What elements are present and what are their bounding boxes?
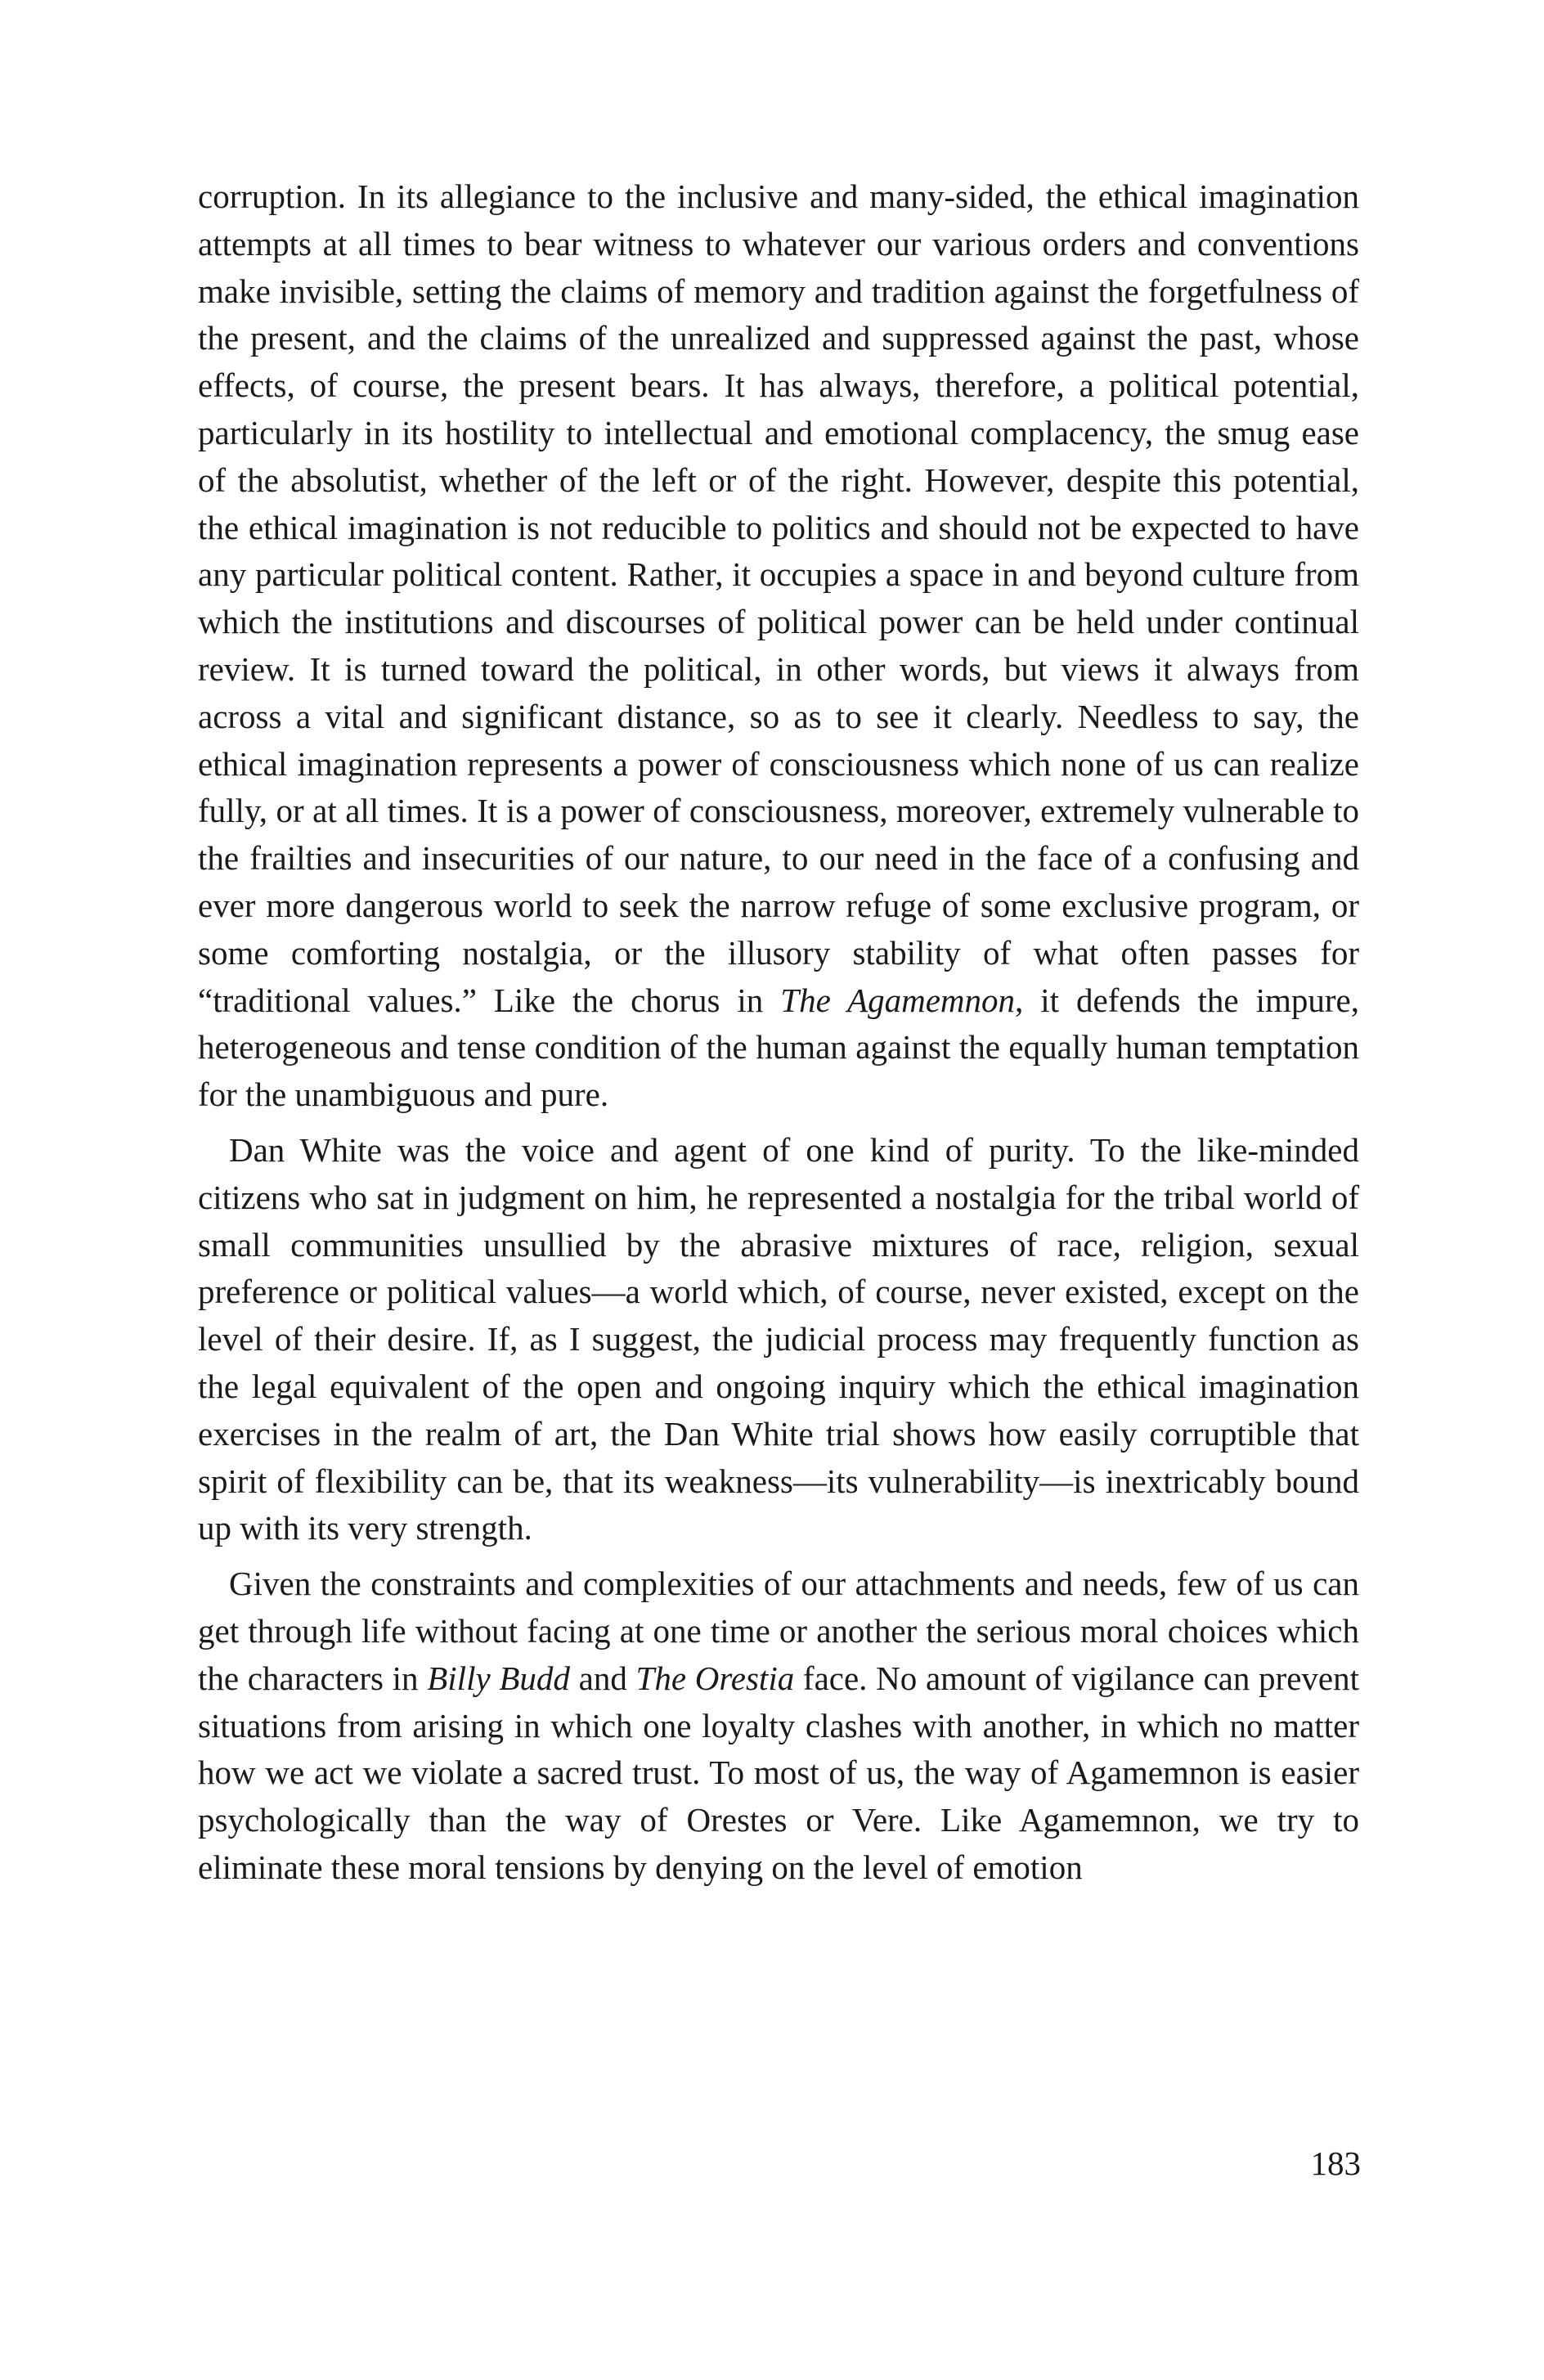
p3-text-1: Given the constraints and complexities of our attachments and needs, few of us can get through life without facing at one time or another the serious moral choices which the characters in (198, 1565, 1359, 1697)
paragraph-3 (198, 1560, 1359, 1892)
p2-text-1: Dan White was the voice and agent of one kind of purity. To the like-minded citizens who sat in judgment on him, he represented a nostalgia for the tribal world of small communities unsullied by the abrasive mixtures of race, religion, sexual preference or political values—a world which, of course, never existed, except on the level of their desire. If, as I suggest, the judicial process may frequently function as the legal equivalent of the open and ongoing inquiry which the ethical imagination exercises in the realm of art, the Dan White trial shows how easily corruptible that spirit of flexibility can be, that its weakness—its vulnerability—is inextricably bound up with its very strength. (198, 1130, 1359, 1547)
page-number: 183 (1310, 2144, 1361, 2182)
p1-title-agamemnon: The Agamemnon (780, 981, 1015, 1019)
p1-text-1: corruption. In its allegiance to the inclusive and many-sided, the ethical imagination attempts at all times to bear witness to whatever our various orders and conventions make invisible, setting the claims of memory and tradition against the forgetfulness of the present, and the claims of the unrealized and suppressed against the past, whose effects, of course, the present bears. It has always, therefore, a political potential, particularly in its hostility to intellectual and emotional complacency, the smug ease of the absolutist, whether of the left or of the right. However, despite this potential, the ethical imagination is not reducible to politics and should not be expected to have any particular political content. Rather, it occupies a space in and beyond culture from which the institutions and discourses of political power can be held under continual review. It is turned toward the political, in other words, but views it always from across a vital and significant distance, so as to see it clearly. Needless to say, the ethical imagination represents a power of consciousness which none of us can realize fully, or at all times. It is a power of consciousness, moreover, extremely vulnerable to the frailties and insecurities of our nature, to our need in the face of a confusing and ever more dangerous world to seek the narrow refuge of some exclusive program, or some comforting nostalgia, or the illusory stability of what often passes for “traditional values.” Like the chorus in (198, 177, 1359, 1019)
p3-text-3: face. No amount of vigilance can prevent situations from arising in which one loyalty clashes with another, in which no matter how we act we violate a sacred trust. To most of us, the way of Agamemnon is easier psychologically than the way of Orestes or Vere. Like Agamemnon, we try to eliminate these moral tensions by denying on the level of emotion (198, 1659, 1359, 1886)
p3-title-orestia: The Orestia (635, 1659, 795, 1697)
page-body (198, 173, 1359, 1900)
paragraph-1 (198, 173, 1359, 1119)
paragraph-2 (198, 1127, 1359, 1552)
p3-text-2: and (569, 1659, 636, 1697)
p3-title-billy-budd: Billy Budd (427, 1659, 570, 1697)
p1-text-2: , it defends the impure, heterogeneous and tense condition of the human against the equally human temptation for the unambiguous and pure. (198, 981, 1359, 1114)
